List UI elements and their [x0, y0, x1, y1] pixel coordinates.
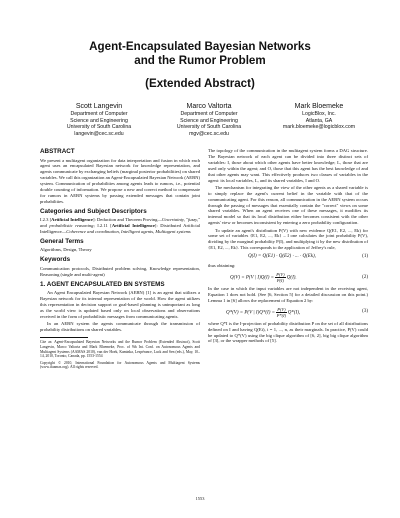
author-email: langevin@cec.sc.edu — [74, 130, 124, 137]
equation-lhs: Q*(V) = P(V | I)Q*(I) = — [226, 310, 275, 316]
footnote-rule — [40, 337, 88, 338]
categories-text — [40, 217, 200, 235]
author-affiliation: Department of Computer — [70, 111, 128, 117]
equation-body — [226, 307, 300, 318]
equation-rhs: Q*(I), — [287, 310, 301, 316]
equation-number: (3) — [362, 309, 368, 315]
body-paragraph: The topology of the communication in the multiagent system forms a DAG structure. The Bayesian network of each agent can be divided into three distinct sets of variables: I, those about which other agents have better knowledge; L, those that are used only within the agent; and O, those that this agent has the best knowledge of and that other agents may want. This effectively produces two classes of variables in the agent: its local variables, L, and its shared variables, I and O. — [208, 148, 368, 183]
equation-fraction — [276, 307, 286, 318]
equation-rhs: Q(I). — [286, 275, 297, 281]
terms-heading: General Terms — [40, 237, 84, 245]
equation-3 — [208, 307, 368, 318]
terms-text: Algorithms, Design, Theory — [40, 247, 92, 253]
fraction-denominator: P*(I) — [276, 312, 287, 318]
cat-subdesc: Uncertainty, "fuzzy," and probabilistic reasoning — [40, 217, 201, 229]
cat-desc: ]: Deduction and Theorem Proving— — [92, 217, 163, 223]
equation-1 — [208, 254, 368, 260]
equation-number: (2) — [362, 274, 368, 280]
copyright-footnote: Copyright © 2010, International Foundation for Autonomous Agents and Multiagent Systems (www.ifaamas.org). All rights reserved. — [40, 360, 200, 370]
keywords-text: Communication protocols, Distributed problem solving, Knowledge representation, Reasoning (single and multi-agent) — [40, 265, 200, 277]
equation-fraction — [275, 272, 285, 283]
left-column — [40, 148, 200, 371]
cat-code: ; I.2.11 [ — [93, 223, 112, 229]
fraction-numerator: P(V) — [276, 272, 285, 277]
title-line-2: and the Rumor Problem — [134, 54, 266, 67]
author-name: Marco Valtorta — [186, 103, 232, 110]
author-3 — [264, 102, 374, 137]
abstract-text: We present a multiagent organization for data interpretation and fusion in which each agent uses an encapsulated Bayesian network for knowledge representation, and agents communicate by exchanging beliefs (marginal posterior probabilities) on shared variables. We call this organization an Agent-Encapsulated Bayesian Network (AEBN) system. Communication of probabilities among agents leads to rumors, i.e., potential double counting of information. We propose a new and correct method to compensate for rumors in AEBN systems by passing extended messages that contain joint probabilities. — [40, 157, 201, 204]
author-affiliation: LogicBlox, Inc. — [302, 111, 336, 117]
author-name: Scott Langevin — [75, 103, 123, 110]
cat-name: Artificial Intelligence — [51, 217, 93, 223]
author-name: Mark Bloemeke — [294, 103, 344, 110]
section-heading: 1. AGENT ENCAPSULATED BN SYSTEMS — [40, 280, 165, 288]
body-paragraph: The mechanism for integrating the view of the other agents as a shared variable is to simply replace the agent's current belief in the variable with that of the communicating agent. For this reason, all communication in the AEBN system occurs through the passing of messages that essentially contain the "correct" views on some shared variables. When an agent receives one of these messages, it modifies its internal model so that its local distribution either becomes consistent with the other agents' view or becomes inconsistent by entering a zero probability configuration. — [208, 184, 368, 226]
cat-desc: ]: Distributed Artificial Intelligence— — [40, 223, 201, 235]
equation-body — [230, 272, 297, 283]
body-paragraph: thus obtaining: — [208, 263, 236, 269]
author-affiliation: University of South Carolina — [176, 124, 242, 131]
paper-title — [0, 40, 400, 68]
fraction-denominator: P(I) — [276, 278, 284, 283]
fraction-numerator: P(V) — [277, 306, 286, 312]
author-email: mgv@cec.sc.edu — [189, 130, 229, 137]
right-column — [208, 148, 368, 346]
body-paragraph: In the case in which the input variables are not independent in the receiving agent, Equation 1 does not hold. (See [6, Section 5] for a detailed discussion on this point.) Lemma 1 in [6] allows the replacement of Equation 2 by: — [208, 286, 368, 303]
cat-subdesc: Coherence and coordination, Intelligent agents, Multiagent systems — [66, 229, 191, 235]
author-affiliation: Science and Engineering — [180, 117, 238, 124]
categories-heading: Categories and Subject Descriptors — [40, 207, 147, 215]
author-email: mark.bloemeke@logicblox.com — [282, 124, 356, 131]
equation-2 — [208, 272, 368, 283]
abstract-heading: ABSTRACT — [40, 148, 75, 155]
author-affiliation: Department of Computer — [180, 111, 238, 117]
cat-code: I.2.3 [ — [40, 217, 52, 223]
citation-footnote: Cite as: Agent-Encapsulated Bayesian Networks and the Rumor Problem (Extended Abstract), Scott Langevin, Marco Valtorta and Mark Bloemeke, Proc. of 9th Int. Conf. on Autonomous Agents and Multiagent Systems (AAMAS 2010), van der Hoek, Kaminka, Lespérance, Luck and Sen (eds.), May, 10–14, 2010, Toronto, Canada, pp. 1553-1554 — [40, 339, 200, 359]
section-paragraph: In an AEBN system the agents communicate through the transmission of probability distributions on shared variables. — [40, 321, 200, 333]
author-affiliation: Science and Engineering — [70, 117, 128, 124]
equation-number: (1) — [362, 254, 368, 260]
author-affiliation: Atlanta, GA — [305, 117, 333, 124]
title-line-1: Agent-Encapsulated Bayesian Networks — [89, 40, 311, 53]
author-1 — [44, 102, 154, 137]
body-paragraph: To update an agent's distribution P(V) with new evidence Q(E1, E2, ..., Ek) for some set of variables {E1, E2, ..., Ek} – I one calculates the joint probability P(V), dividing by the marginal probability P(I), and multiplying it by the new distribution of {E1, E2, ..., Ek}. This corresponds to the application of Jeffrey's rule, — [208, 227, 368, 251]
author-2 — [154, 102, 264, 137]
author-affiliation: University of South Carolina — [66, 124, 132, 131]
body-paragraph: where Q*I is the I-projection of probability distribution P on the set of all distributions defined on I and having Q(Ei), i = 1, ..., n, as their marginals. In practice, P(V) could be updated to Q*(V) using the big clique algorithm of [6, 2], big big clique algorithm of [3], or the wrapper methods of [5]. — [208, 320, 368, 344]
page-number: 1553 — [195, 496, 205, 501]
section-paragraph: An Agent Encapsulated Bayesian Network (AEBN) [1] is an agent that utilizes a Bayesian network for its internal representation of the world. How the agent utilizes this representation in decision support or goal-based planning is unimportant as long as the world view is updated based only on local observations and observations received in the form of probabilistic messages from communicating agents. — [40, 290, 200, 319]
paper-subtitle: (Extended Abstract) — [145, 77, 255, 90]
author-block — [44, 102, 374, 137]
equation-body: Q(I) = Q(E1) · Q(E2) · ... · Q(Ek), — [248, 254, 316, 260]
keywords-heading: Keywords — [40, 256, 71, 264]
cat-name: Artificial Intelligence — [111, 223, 155, 229]
equation-lhs: Q(V) = P(V | I)Q(I) = — [230, 275, 274, 281]
